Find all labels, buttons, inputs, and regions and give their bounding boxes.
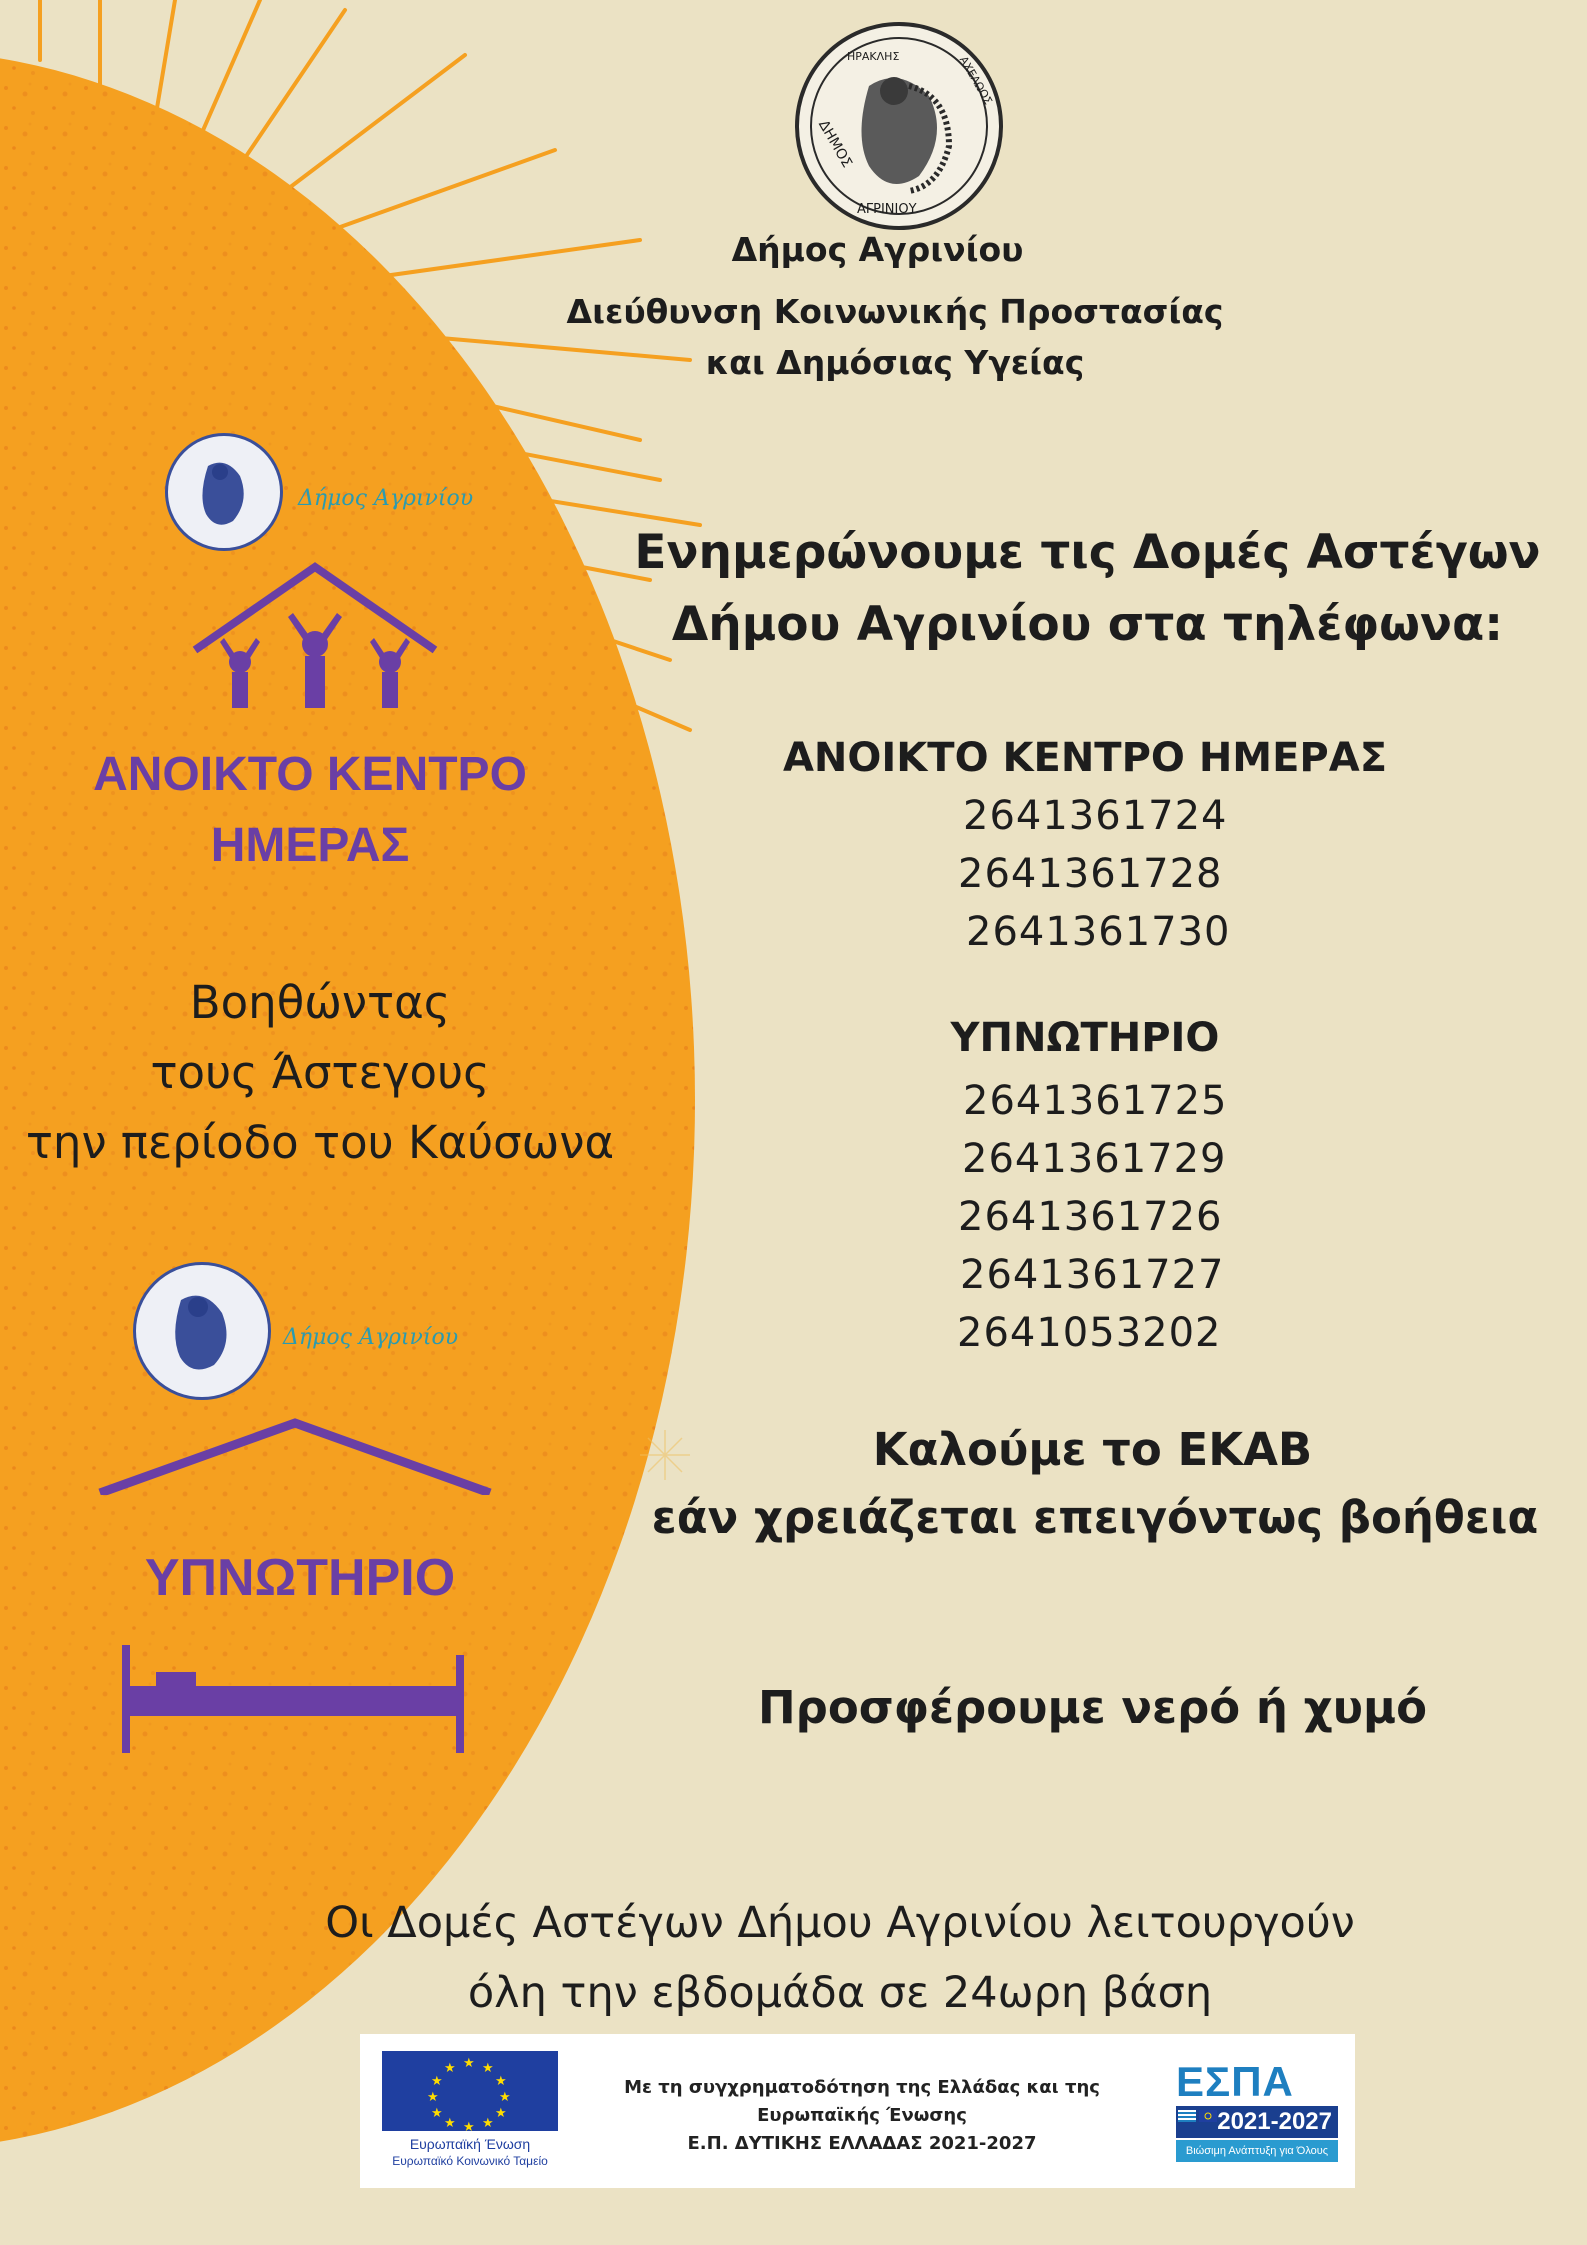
shelter-roof-icon xyxy=(95,1415,495,1495)
seal-text-herakles: ΗΡΑΚΛΗΣ xyxy=(847,50,900,63)
funding-banner xyxy=(360,2034,1355,2188)
eu-fund-caption: Ευρωπαϊκό Κοινωνικό Ταμείο xyxy=(392,2154,548,2168)
small-seal-1 xyxy=(165,433,283,551)
intro-line-2: Δήμου Αγρινίου στα τηλέφωνα: xyxy=(671,597,1504,652)
directorate-line-2: και Δημόσιας Υγείας xyxy=(705,343,1085,382)
municipality-seal xyxy=(795,22,1003,230)
espa-logo-word: ΕΣΠΑ xyxy=(1176,2058,1294,2105)
open-center-logo-line-1: ΑΝΟΙΚΤΟ ΚΕΝΤΡΟ xyxy=(93,748,527,801)
cofunding-text xyxy=(622,2074,1102,2158)
section-title-shelter: ΥΠΝΩΤΗΡΙΟ xyxy=(950,1015,1220,1061)
logo-script-1: Δήμος Αγρινίου xyxy=(298,486,474,511)
cofunding-line-2: Ευρωπαϊκής Ένωσης xyxy=(757,2105,967,2126)
municipality-name: Δήμος Αγρινίου xyxy=(731,230,1024,269)
ekab-line-2: εάν χρειάζεται επειγόντως βοήθεια xyxy=(651,1491,1539,1544)
phone-shelter-2: 2641361729 xyxy=(962,1136,1227,1182)
seal-text-acheloos: ΑΧΕΛΩΟΣ xyxy=(956,54,995,107)
flags-icon xyxy=(1178,2110,1218,2134)
bed-icon xyxy=(118,1640,468,1755)
open-center-logo-line-2: ΗΜΕΡΑΣ xyxy=(210,819,410,872)
phone-open-center-2: 2641361728 xyxy=(958,851,1223,897)
cofunding-line-1: Με τη συγχρηματοδότηση της Ελλάδας και της xyxy=(624,2077,1100,2098)
slogan-line-3: την περίοδο του Καύσωνα xyxy=(25,1116,615,1169)
shelter-logo-label: ΥΠΝΩΤΗΡΙΟ xyxy=(144,1549,456,1607)
eu-caption: Ευρωπαϊκή Ένωση xyxy=(409,2136,531,2152)
eu-flag-icon: ★ ★ ★ ★ ★ ★ ★ ★ ★ ★ ★ ★ xyxy=(382,2051,558,2131)
seal-text-dimos: ΔΗΜΟΣ xyxy=(815,117,855,171)
small-seal-2 xyxy=(133,1262,271,1400)
hours-line-1: Οι Δομές Αστέγων Δήμου Αγρινίου λειτουργούν xyxy=(325,1898,1355,1948)
espa-slogan: Βιώσιμη Ανάπτυξη για Όλους xyxy=(1176,2140,1338,2162)
directorate-line-1: Διεύθυνση Κοινωνικής Προστασίας xyxy=(566,292,1224,331)
logo-script-2: Δήμος Αγρινίου xyxy=(283,1325,459,1350)
open-center-house-icon xyxy=(190,562,440,712)
phone-shelter-5: 2641053202 xyxy=(957,1310,1222,1356)
phone-open-center-1: 2641361724 xyxy=(963,793,1228,839)
cofunding-line-3: Ε.Π. ΔΥΤΙΚΗΣ ΕΛΛΑΔΑΣ 2021-2027 xyxy=(687,2133,1037,2154)
phone-shelter-4: 2641361727 xyxy=(960,1252,1225,1298)
espa-years: 2021-2027 xyxy=(1176,2106,1338,2138)
slogan-line-2: τους Άστεγους xyxy=(150,1046,490,1099)
slogan-line-1: Βοηθώντας xyxy=(189,976,451,1029)
offer-line: Προσφέρουμε νερό ή χυμό xyxy=(757,1681,1428,1734)
phone-open-center-3: 2641361730 xyxy=(966,909,1231,955)
hours-line-2: όλη την εβδομάδα σε 24ωρη βάση xyxy=(467,1968,1213,2018)
intro-line-1: Ενημερώνουμε τις Δομές Αστέγων xyxy=(634,525,1541,580)
ekab-line-1: Καλούμε το ΕΚΑΒ xyxy=(872,1423,1313,1476)
phone-shelter-1: 2641361725 xyxy=(963,1078,1228,1124)
phone-shelter-3: 2641361726 xyxy=(958,1194,1223,1240)
seal-text-agriniou: ΑΓΡΙΝΙΟΥ xyxy=(857,202,917,217)
section-title-open-center: ΑΝΟΙΚΤΟ ΚΕΝΤΡΟ ΗΜΕΡΑΣ xyxy=(782,735,1388,781)
